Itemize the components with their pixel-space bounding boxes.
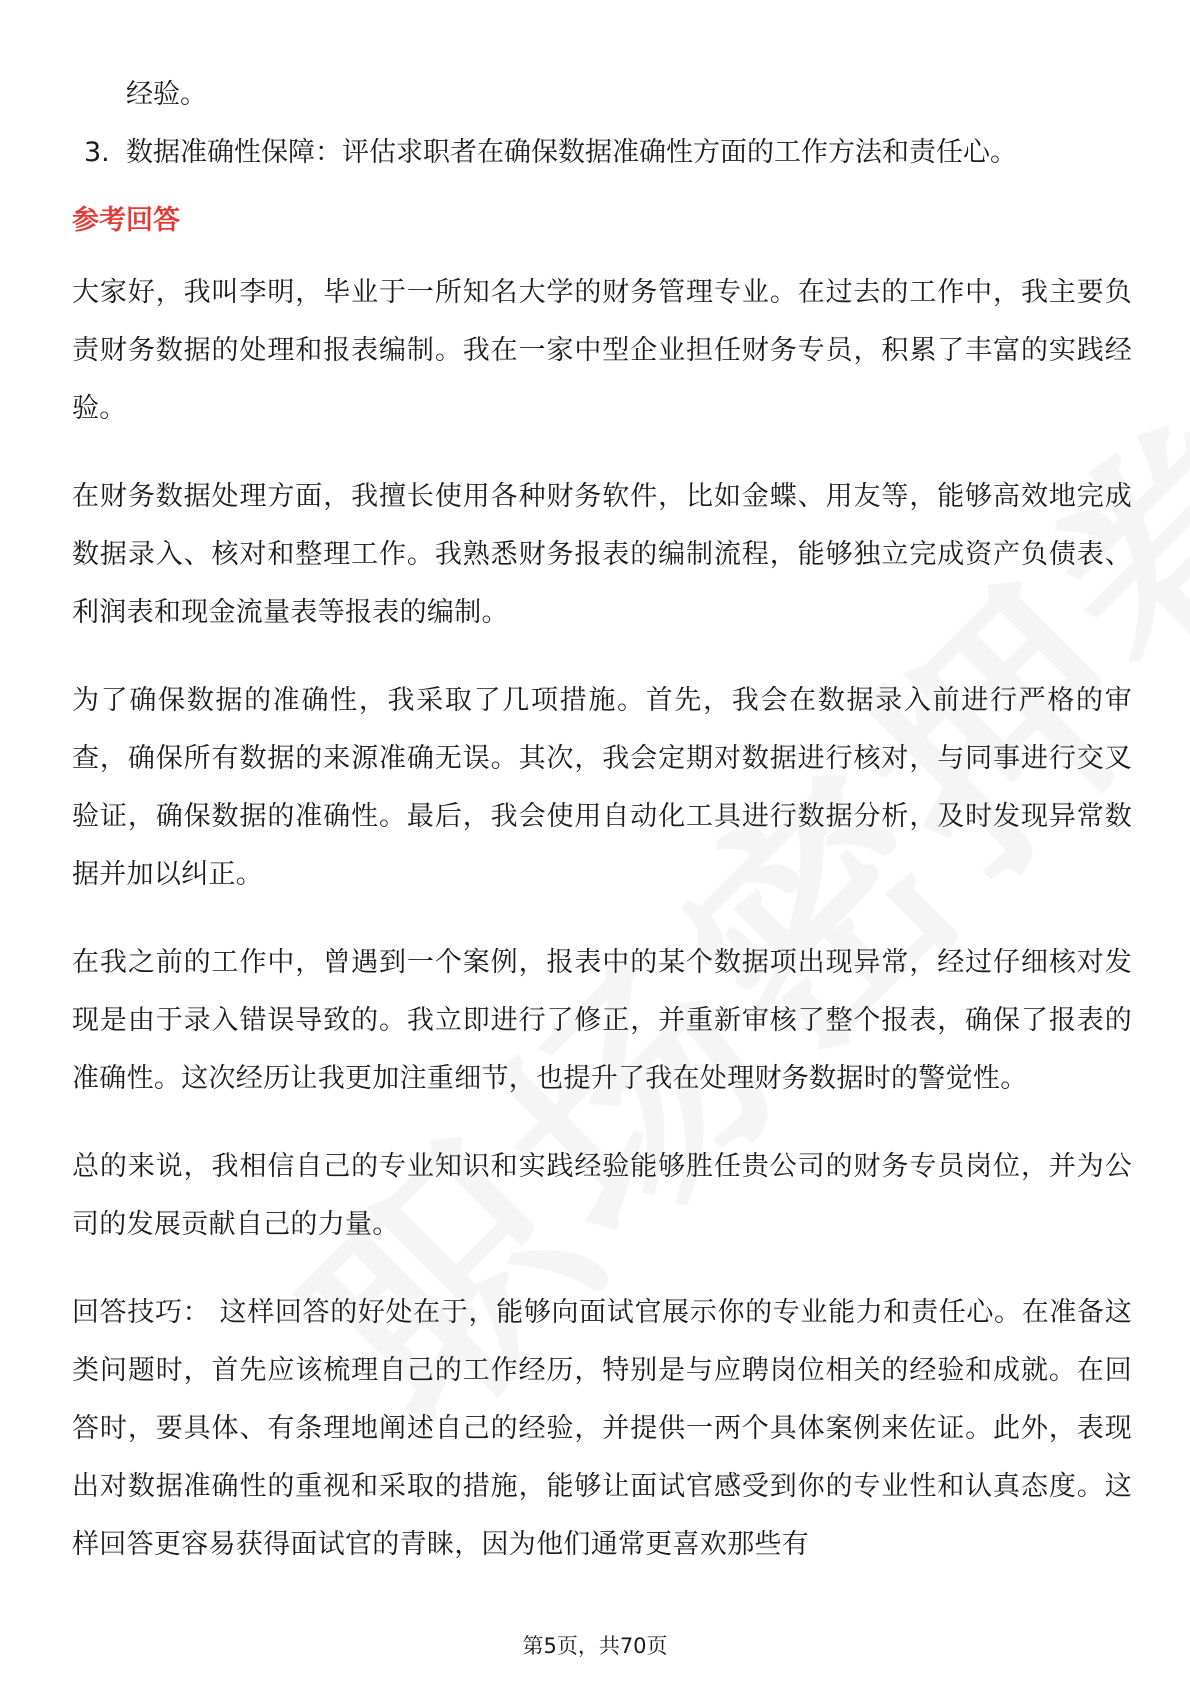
paragraph-summary: 总的来说，我相信自己的专业知识和实践经验能够胜任贵公司的财务专员岗位，并为公司的发展贡献自己的力量。 <box>72 1151 1132 1240</box>
paragraph-answer-tips: 回答技巧： 这样回答的好处在于，能够向面试官展示你的专业能力和责任心。在准备这类问题时，首先应该梳理自己的工作经历，特别是与应聘岗位相关的经验和成就。在回答时，要具体、有条理地阐述自己的经验，并提供一两个具体案例来佐证。此外，表现出对数据准确性的重视和采取的措施，能够让面试官感受到你的专业性和认真态度。这样回答更容易获得面试官的青睐，因为他们通常更喜欢那些有 <box>72 1297 1132 1560</box>
paragraph-intro: 大家好，我叫李明，毕业于一所知名大学的财务管理专业。在过去的工作中，我主要负责财务数据的处理和报表编制。我在一家中型企业担任财务专员，积累了丰富的实践经验。 <box>72 277 1132 424</box>
list-item-text: 数据准确性保障：评估求职者在确保数据准确性方面的工作方法和责任心。 <box>126 137 1017 168</box>
page-number: 第5页，共70页 <box>522 1634 668 1658</box>
continuation-text: 经验。 <box>126 79 207 110</box>
paragraph-accuracy-measures: 为了确保数据的准确性，我采取了几项措施。首先，我会在数据录入前进行严格的审查，确保所有数据的来源准确无误。其次，我会定期对数据进行核对，与同事进行交叉验证，确保数据的准确性。最后，我会使用自动化工具进行数据分析，及时发现异常数据并加以纠正。 <box>72 685 1132 890</box>
list-item-number: 3. <box>84 137 110 168</box>
paragraph-case: 在我之前的工作中，曾遇到一个案例，报表中的某个数据项出现异常，经过仔细核对发现是由于录入错误导致的。我立即进行了修正，并重新审核了整个报表，确保了报表的准确性。这次经历让我更加注重细节，也提升了我在处理财务数据时的警觉性。 <box>72 947 1132 1094</box>
section-heading: 参考回答 <box>72 205 180 236</box>
list-item <box>72 124 1132 182</box>
page-content <box>72 66 1132 1604</box>
paragraph-data-processing: 在财务数据处理方面，我擅长使用各种财务软件，比如金蝶、用友等，能够高效地完成数据录入、核对和整理工作。我熟悉财务报表的编制流程，能够独立完成资产负债表、利润表和现金流量表等报表的编制。 <box>72 481 1132 628</box>
